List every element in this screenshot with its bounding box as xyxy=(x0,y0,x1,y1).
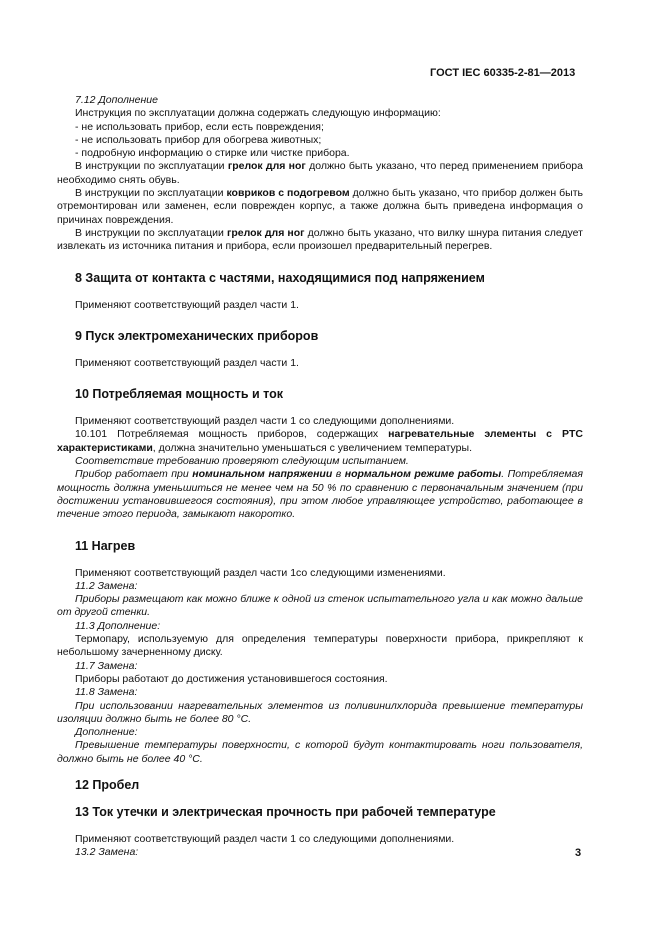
addition-text: Превышение температуры поверхности, с которой будут контактировать ноги пользователя, должно быть не более 40 °С. xyxy=(57,739,583,765)
clause-11-7-text: Приборы работают до достижения установившегося состояния. xyxy=(75,672,388,685)
term-normal-operation: нормальном режиме работы xyxy=(344,468,502,481)
list-item: - не использовать прибор, если есть повреждения; xyxy=(75,120,324,133)
clause-11-8-text: При использовании нагревательных элементов из поливинилхлорида превышение температуры изоляции должно быть не более 80 °С. xyxy=(57,699,583,725)
section-9-text: Применяют соответствующий раздел части 1. xyxy=(75,356,299,369)
clause-13-2-label: 13.2 Замена: xyxy=(75,846,139,859)
clause-7-12-intro: Инструкция по эксплуатации должна содержать следующую информацию: xyxy=(75,107,441,120)
section-10-text: Применяют соответствующий раздел части 1 со следующими дополнениями. xyxy=(75,415,455,428)
clause-11-2-label: 11.2 Замена: xyxy=(75,579,138,592)
addition-label: Дополнение: xyxy=(75,726,138,739)
page-number: 3 xyxy=(575,847,582,859)
clause-11-2-text: Приборы размещают как можно ближе к одной из стенок испытательного угла и как можно дальше от другой стенки. xyxy=(57,593,583,619)
section-12-heading: 12 Пробел xyxy=(75,777,140,792)
term-foot-warmers: грелок для ног xyxy=(226,226,305,239)
list-item: - не использовать прибор для обогрева животных; xyxy=(75,133,322,146)
clause-11-3-text: Термопару, используемую для определения температуры поверхности прибора, прикрепляют к небольшому зачерненному диску. xyxy=(57,633,583,659)
clause-7-12-title: 7.12 Дополнение xyxy=(75,94,158,106)
clause-11-8-label: 11.8 Замена: xyxy=(75,686,138,699)
section-10-heading: 10 Потребляемая мощность и ток xyxy=(75,387,283,402)
term-ptc-elements: нагревательные элементы с PTC характеристиками xyxy=(57,428,583,454)
section-13-text: Применяют соответствующий раздел части 1 со следующими дополнениями. xyxy=(75,832,455,845)
term-heated-mats: ковриков с подогревом xyxy=(226,187,350,200)
document-body xyxy=(57,94,583,860)
section-13-heading: 13 Ток утечки и электрическая прочность при рабочей температуре xyxy=(75,804,496,819)
clause-11-7-label: 11.7 Замена: xyxy=(75,659,138,672)
term-foot-warmers: грелок для ног xyxy=(227,160,306,173)
clause-11-3-label: 11.3 Дополнение: xyxy=(75,619,161,632)
paragraph-foot-warmer-shoes: В инструкции по эксплуатации грелок для ног должно быть указано, что перед применением прибора необходимо снять обувь. xyxy=(57,160,583,186)
test-description: Прибор работает при номинальном напряжении в нормальном режиме работы. Потребляемая мощность должна уменьшиться не менее чем на 50 % по сравнению с первоначальным значением (при достижении установившегося состояния), при этом любое управляющее устройство, работающее в течение этого периода, замыкают накоротко. xyxy=(57,468,584,521)
section-8-heading: 8 Защита от контакта с частями, находящимися под напряжением xyxy=(75,270,485,285)
term-rated-voltage: номинальном напряжении xyxy=(192,468,333,481)
section-9-heading: 9 Пуск электромеханических приборов xyxy=(75,328,319,343)
section-11-text: Применяют соответствующий раздел части 1со следующими изменениями. xyxy=(75,566,446,579)
section-8-text: Применяют соответствующий раздел части 1. xyxy=(75,298,299,311)
standard-id: ГОСТ IEC 60335-2-81—2013 xyxy=(430,67,576,79)
section-11-heading: 11 Нагрев xyxy=(75,538,136,553)
list-item: - подробную информацию о стирке или чистке прибора. xyxy=(75,147,350,160)
clause-10-101: 10.101 Потребляемая мощность приборов, содержащих нагревательные элементы с PTC характеристиками, должна значительно уменьшаться с увеличением температуры. xyxy=(57,428,583,454)
paragraph-heated-mats: В инструкции по эксплуатации ковриков с подогревом должно быть указано, что прибор должен быть отремонтирован или заменен, если поврежден корпус, а также должна быть приведена информация о причинах повреждения. xyxy=(57,187,583,226)
compliance-note: Соответствие требованию проверяют следующим испытанием. xyxy=(75,455,409,468)
paragraph-foot-warmer-plug: В инструкции по эксплуатации грелок для ног должно быть указано, что вилку шнура питания следует извлекать из источника питания и прибора, если произошел предварительный перегрев. xyxy=(57,226,583,253)
